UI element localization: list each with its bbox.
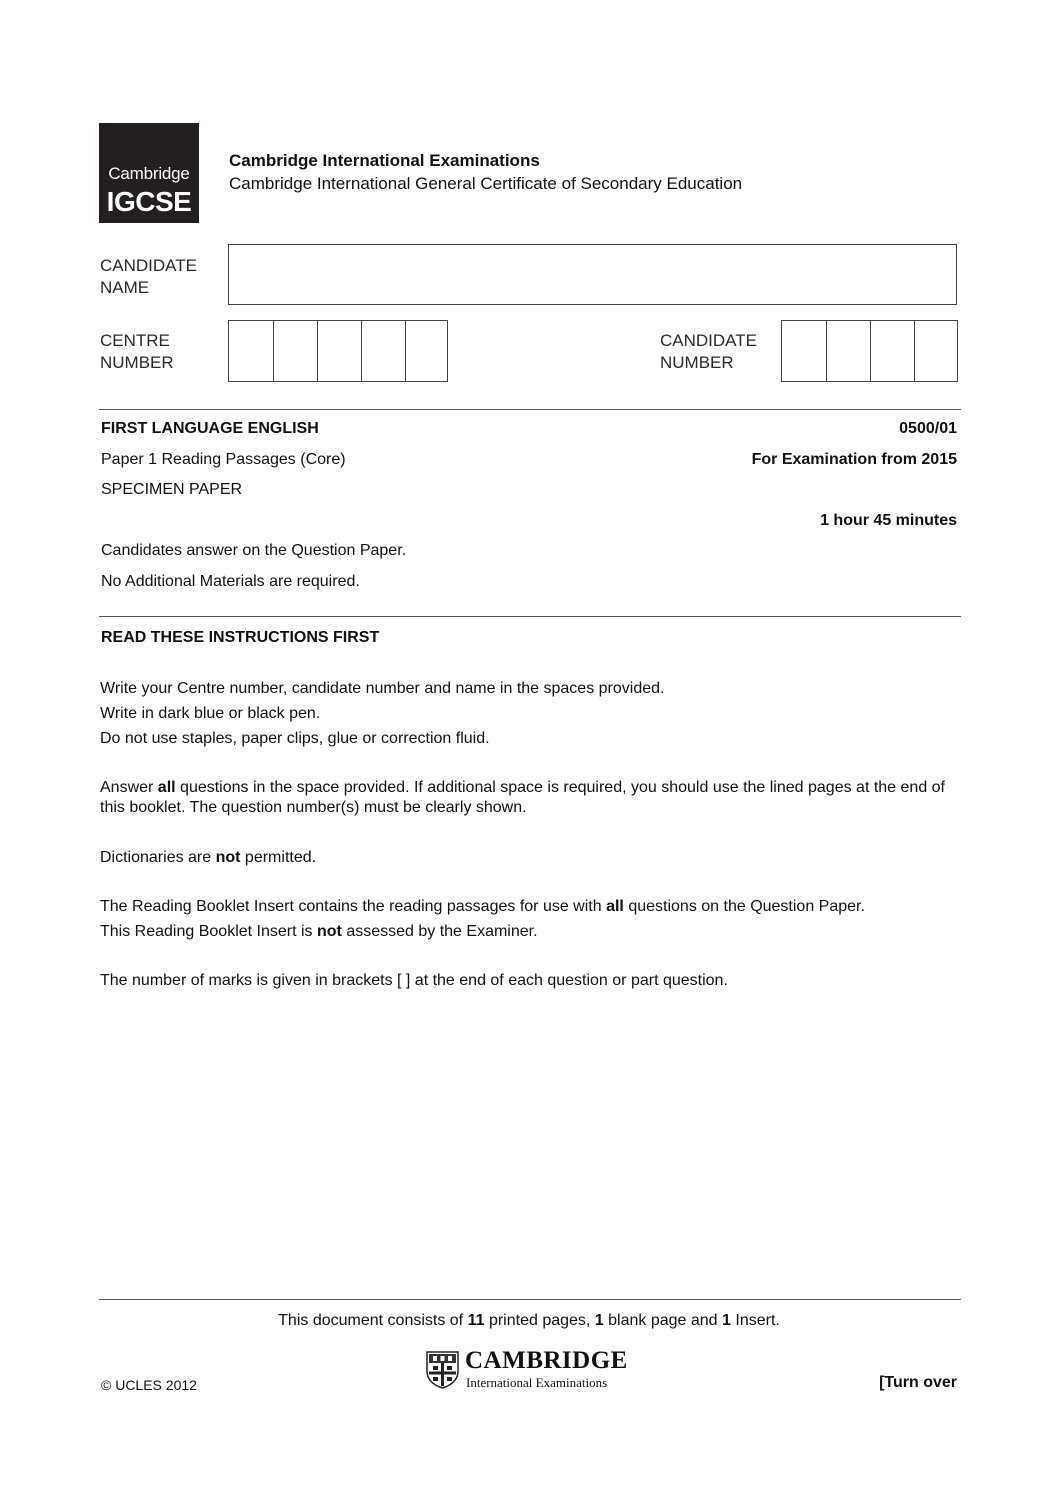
syllabus-code: 0500/01: [899, 420, 957, 437]
logo-line-cambridge: Cambridge: [108, 164, 190, 183]
text-span: questions on the Question Paper.: [623, 898, 865, 915]
centre-number-label: [100, 330, 174, 374]
text-span: The Reading Booklet Insert contains the reading passages for use with: [100, 898, 607, 915]
subject-title: FIRST LANGUAGE ENGLISH: [101, 420, 319, 437]
emphasis: 1: [594, 1312, 604, 1329]
candidate-number-label: [660, 330, 757, 374]
instruction-paragraph-marks: The number of marks is given in brackets [ ] at the end of each question or part question.: [100, 972, 728, 989]
candidate-number-digit-box[interactable]: [914, 321, 957, 381]
turn-over-note: [Turn over: [879, 1374, 957, 1391]
emphasis: 1: [722, 1312, 731, 1329]
instruction-line: Do not use staples, paper clips, glue or correction fluid.: [100, 730, 490, 747]
centre-number-digit-box[interactable]: [361, 321, 405, 381]
candidate-name-field[interactable]: [228, 244, 957, 305]
divider: [99, 616, 961, 617]
candidate-name-label-line1: CANDIDATE: [100, 256, 197, 275]
text-span: This document consists of: [278, 1312, 468, 1329]
divider: [99, 409, 961, 410]
candidate-number-digit-box[interactable]: [870, 321, 914, 381]
paper-title: Paper 1 Reading Passages (Core): [101, 451, 346, 468]
document-page-count: [0, 1312, 1058, 1330]
candidate-number-label-line1: CANDIDATE: [660, 331, 757, 350]
candidate-number-digit-box[interactable]: [826, 321, 870, 381]
emphasis: 11: [467, 1312, 485, 1329]
cambridge-wordmark-sub: International Examinations: [466, 1375, 608, 1390]
answer-location-note: Candidates answer on the Question Paper.: [101, 542, 407, 559]
text-span: Answer: [100, 779, 158, 796]
logo-line-igcse: IGCSE: [106, 186, 192, 217]
specimen-paper-label: SPECIMEN PAPER: [101, 481, 243, 498]
text-span: questions in the space provided. If additional space is required, you should use the lined pages at the end of this booklet. The question number(s) must be clearly shown.: [100, 779, 945, 816]
instruction-paragraph-insert: [100, 897, 960, 917]
examination-from: For Examination from 2015: [751, 451, 957, 468]
centre-number-digit-box[interactable]: [317, 321, 361, 381]
text-span: permitted.: [240, 849, 317, 866]
text-span: assessed by the Examiner.: [341, 923, 538, 940]
divider: [99, 1299, 961, 1300]
candidate-name-label: [100, 255, 197, 299]
candidate-number-digit-box[interactable]: [782, 321, 826, 381]
copyright-notice: © UCLES 2012: [101, 1377, 197, 1393]
exam-board-name: Cambridge International Examinations: [229, 151, 540, 170]
text-span: blank page and: [603, 1312, 723, 1329]
instruction-line: Write your Centre number, candidate number and name in the spaces provided.: [100, 680, 665, 697]
instruction-paragraph-answer: [100, 778, 960, 818]
text-span: printed pages,: [484, 1312, 595, 1329]
centre-number-digit-box[interactable]: [405, 321, 447, 381]
candidate-number-label-line2: NUMBER: [660, 353, 734, 372]
cambridge-igcse-logo: [99, 123, 199, 223]
qualification-name: Cambridge International General Certificate of Secondary Education: [229, 174, 743, 193]
candidate-number-boxes: [781, 320, 958, 382]
centre-number-label-line1: CENTRE: [100, 331, 170, 350]
cambridge-crest-icon: [426, 1351, 459, 1389]
text-span: Dictionaries are: [100, 849, 216, 866]
instruction-paragraph-insert-assessment: [100, 922, 960, 942]
instructions-heading: READ THESE INSTRUCTIONS FIRST: [101, 629, 380, 646]
emphasis: not: [215, 849, 241, 866]
text-span: This Reading Booklet Insert is: [100, 923, 317, 940]
instruction-paragraph-dictionaries: [100, 848, 960, 868]
instruction-line: Write in dark blue or black pen.: [100, 705, 321, 722]
exam-duration: 1 hour 45 minutes: [820, 512, 957, 529]
emphasis: not: [317, 923, 342, 940]
centre-number-boxes: [228, 320, 448, 382]
text-span: Insert.: [730, 1312, 780, 1329]
candidate-name-label-line2: NAME: [100, 278, 150, 297]
centre-number-digit-box[interactable]: [273, 321, 317, 381]
emphasis: all: [606, 898, 624, 915]
materials-note: No Additional Materials are required.: [101, 573, 360, 590]
centre-number-label-line2: NUMBER: [100, 353, 174, 372]
centre-number-digit-box[interactable]: [229, 321, 273, 381]
cambridge-wordmark: CAMBRIDGE: [465, 1347, 628, 1374]
emphasis: all: [157, 779, 176, 796]
